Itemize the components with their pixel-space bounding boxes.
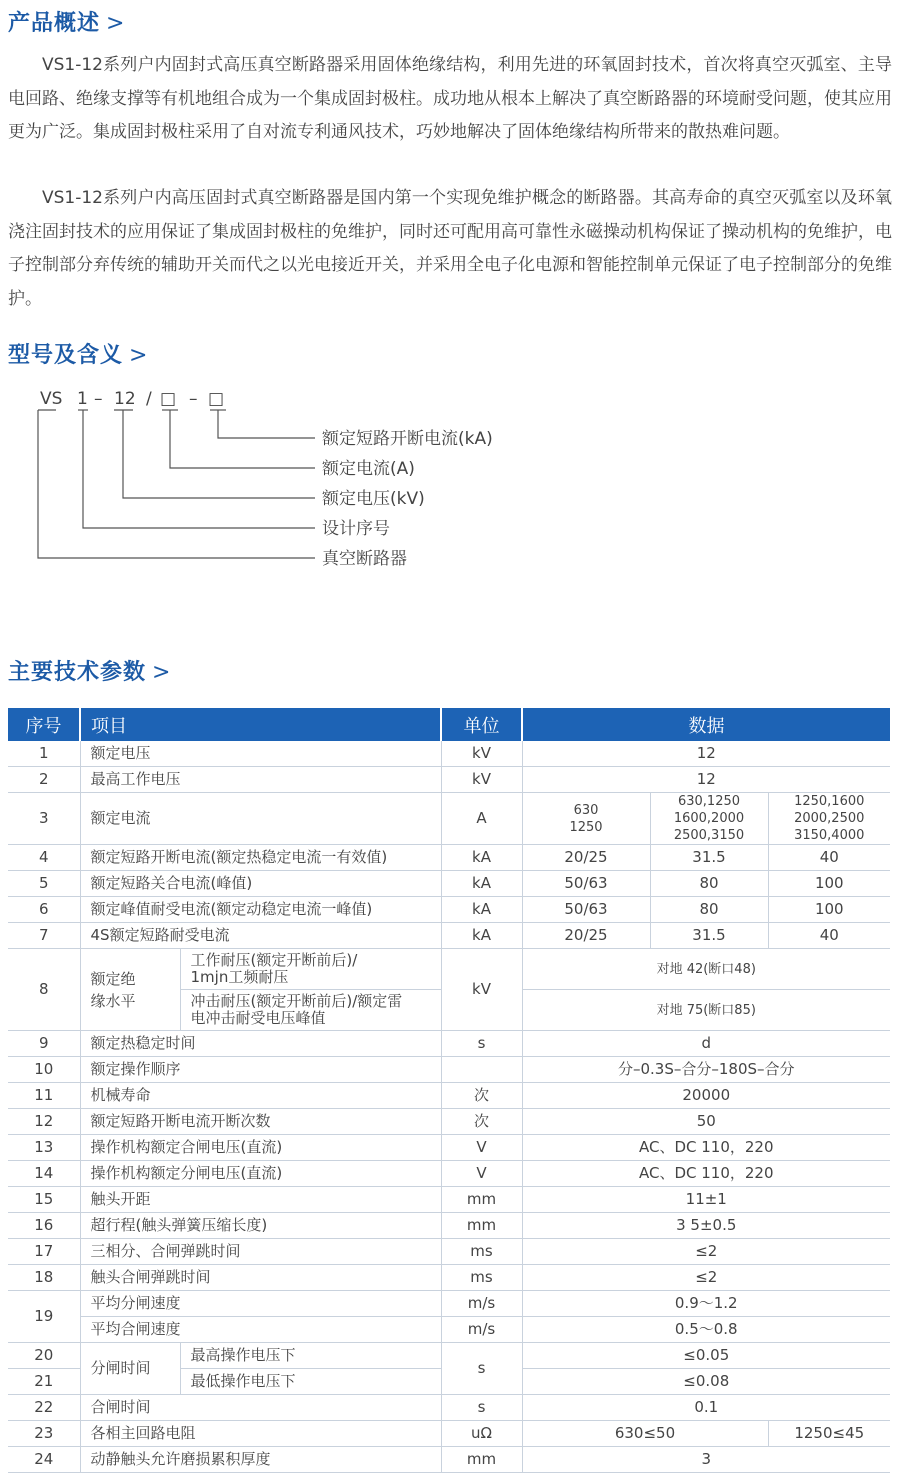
cell-no: 7 bbox=[8, 923, 80, 949]
cell-unit: m/s bbox=[441, 1291, 522, 1317]
cell-item: 超行程(触头弹簧压缩长度) bbox=[80, 1213, 441, 1239]
cell-value-b: 80 bbox=[650, 871, 768, 897]
cell-no: 20 bbox=[8, 1343, 80, 1369]
cell-value-b: 1250≤45 bbox=[768, 1421, 890, 1447]
cell-unit: A bbox=[441, 793, 522, 845]
cell-no: 18 bbox=[8, 1265, 80, 1291]
table-row bbox=[8, 1265, 890, 1291]
table-row bbox=[8, 1109, 890, 1135]
table-row bbox=[8, 1057, 890, 1083]
cell-no: 5 bbox=[8, 871, 80, 897]
cell-no: 21 bbox=[8, 1369, 80, 1395]
cell-unit: m/s bbox=[441, 1317, 522, 1343]
model-code-dash-2: – bbox=[189, 389, 198, 409]
cell-item: 额定电流 bbox=[80, 793, 441, 845]
model-code-slash: / bbox=[146, 389, 152, 409]
cell-unit: 次 bbox=[441, 1109, 522, 1135]
cell-item: 平均分闸速度 bbox=[80, 1291, 441, 1317]
cell-no: 2 bbox=[8, 767, 80, 793]
spec-table bbox=[8, 708, 890, 1473]
cell-value: 对地 42(断口48) bbox=[522, 949, 890, 990]
cell-item: 额定短路关合电流(峰值) bbox=[80, 871, 441, 897]
model-title: 型号及含义 bbox=[8, 343, 124, 368]
cell-unit: 次 bbox=[441, 1083, 522, 1109]
cell-value: ≤0.05 bbox=[522, 1343, 890, 1369]
cell-unit: mm bbox=[441, 1213, 522, 1239]
cell-value: ≤2 bbox=[522, 1265, 890, 1291]
model-code-12: 12 bbox=[114, 389, 136, 409]
cell-value-c: 1250,1600 2000,2500 3150,4000 bbox=[768, 793, 890, 845]
cell-no: 14 bbox=[8, 1161, 80, 1187]
cell-item: 平均合闸速度 bbox=[80, 1317, 441, 1343]
table-row bbox=[8, 767, 890, 793]
cell-unit: kV bbox=[441, 949, 522, 1031]
cell-no: 22 bbox=[8, 1395, 80, 1421]
table-row bbox=[8, 1421, 890, 1447]
cell-value-a: 20/25 bbox=[522, 923, 650, 949]
overview-paragraph-1: VS1-12系列户内固封式高压真空断路器采用固体绝缘结构，利用先进的环氧固封技术，首次将真空灭弧室、主导电回路、绝缘支撑等有机地组合成为一个集成固封极柱。成功地从根本上解决了真空断路器的环境耐受问题，使其应用更为广泛。集成固封极柱采用了自对流专利通风技术，巧妙地解决了固体绝缘结构所带来的散热难问题。 bbox=[8, 55, 892, 142]
cell-item: 三相分、合闸弹跳时间 bbox=[80, 1239, 441, 1265]
cell-value: ≤0.08 bbox=[522, 1369, 890, 1395]
cell-value: 3 5±0.5 bbox=[522, 1213, 890, 1239]
cell-value: 分–0.3S–合分–180S–合分 bbox=[522, 1057, 890, 1083]
overview-heading bbox=[8, 6, 125, 37]
cell-item: 触头开距 bbox=[80, 1187, 441, 1213]
cell-item: 操作机构额定合闸电压(直流) bbox=[80, 1135, 441, 1161]
table-row bbox=[8, 949, 890, 990]
chevron-right-icon: > bbox=[106, 11, 126, 36]
cell-value-a: 630 1250 bbox=[522, 793, 650, 845]
cell-item: 机械寿命 bbox=[80, 1083, 441, 1109]
cell-unit: ms bbox=[441, 1265, 522, 1291]
header-item: 项目 bbox=[80, 708, 441, 741]
cell-unit: V bbox=[441, 1135, 522, 1161]
cell-unit: s bbox=[441, 1031, 522, 1057]
cell-no: 1 bbox=[8, 741, 80, 767]
table-row bbox=[8, 845, 890, 871]
cell-unit: kV bbox=[441, 741, 522, 767]
model-code-box-1: □ bbox=[160, 389, 177, 409]
cell-no: 24 bbox=[8, 1447, 80, 1473]
table-row bbox=[8, 1447, 890, 1473]
table-header-row bbox=[8, 708, 890, 741]
model-label-rated-current: 额定电流(A) bbox=[322, 459, 415, 479]
cell-no: 3 bbox=[8, 793, 80, 845]
cell-item: 最高工作电压 bbox=[80, 767, 441, 793]
cell-item: 动静触头允许磨损累积厚度 bbox=[80, 1447, 441, 1473]
cell-unit: mm bbox=[441, 1447, 522, 1473]
cell-value: 11±1 bbox=[522, 1187, 890, 1213]
cell-item: 额定操作顺序 bbox=[80, 1057, 441, 1083]
cell-value: d bbox=[522, 1031, 890, 1057]
cell-value-b: 31.5 bbox=[650, 923, 768, 949]
cell-no: 9 bbox=[8, 1031, 80, 1057]
cell-subitem: 最低操作电压下 bbox=[180, 1369, 441, 1395]
cell-item: 额定绝 缘水平 bbox=[80, 949, 180, 1031]
model-heading bbox=[8, 338, 148, 369]
cell-no: 17 bbox=[8, 1239, 80, 1265]
table-row bbox=[8, 1161, 890, 1187]
cell-item: 分闸时间 bbox=[80, 1343, 180, 1395]
cell-value-c: 100 bbox=[768, 897, 890, 923]
cell-subitem: 冲击耐压(额定开断前后)/额定雷 电冲击耐受电压峰值 bbox=[180, 990, 441, 1031]
model-label-rated-voltage: 额定电压(kV) bbox=[322, 489, 425, 509]
cell-value: ≤2 bbox=[522, 1239, 890, 1265]
cell-unit: kA bbox=[441, 845, 522, 871]
model-label-breaking-current: 额定短路开断电流(kA) bbox=[322, 429, 493, 449]
cell-no: 8 bbox=[8, 949, 80, 1031]
table-row bbox=[8, 871, 890, 897]
cell-item: 4S额定短路耐受电流 bbox=[80, 923, 441, 949]
chevron-right-icon: > bbox=[129, 343, 149, 368]
model-label-vacuum-breaker: 真空断路器 bbox=[322, 549, 407, 569]
table-row bbox=[8, 1395, 890, 1421]
cell-no: 15 bbox=[8, 1187, 80, 1213]
table-row bbox=[8, 1291, 890, 1317]
model-code-diagram bbox=[0, 380, 900, 580]
cell-value: 12 bbox=[522, 767, 890, 793]
cell-no: 23 bbox=[8, 1421, 80, 1447]
model-label-design-no: 设计序号 bbox=[322, 519, 390, 539]
cell-value-b: 31.5 bbox=[650, 845, 768, 871]
cell-value-a: 50/63 bbox=[522, 897, 650, 923]
cell-item: 额定电压 bbox=[80, 741, 441, 767]
cell-item: 触头合闸弹跳时间 bbox=[80, 1265, 441, 1291]
cell-unit: V bbox=[441, 1161, 522, 1187]
cell-no: 16 bbox=[8, 1213, 80, 1239]
cell-unit: mm bbox=[441, 1187, 522, 1213]
cell-item: 额定短路开断电流开断次数 bbox=[80, 1109, 441, 1135]
cell-value: AC、DC 110，220 bbox=[522, 1161, 890, 1187]
chevron-right-icon: > bbox=[152, 660, 172, 685]
table-row bbox=[8, 1187, 890, 1213]
cell-item: 额定峰值耐受电流(额定动稳定电流一峰值) bbox=[80, 897, 441, 923]
model-code-vs: VS bbox=[40, 389, 63, 409]
cell-unit: kA bbox=[441, 923, 522, 949]
cell-unit bbox=[441, 1057, 522, 1083]
cell-value-a: 50/63 bbox=[522, 871, 650, 897]
cell-value: 50 bbox=[522, 1109, 890, 1135]
overview-paragraph-2: VS1-12系列户内高压固封式真空断路器是国内第一个实现免维护概念的断路器。其高寿命的真空灭弧室以及环氧浇注固封技术的应用保证了集成固封极柱的免维护，同时还可配用高可靠性永磁操动机构保证了操动机构的免维护，电子控制部分弃传统的辅助开关而代之以光电接近开关，并采用全电子化电源和智能控制单元保证了电子控制部分的免维护。 bbox=[8, 188, 892, 309]
model-code-1: 1 bbox=[77, 389, 88, 409]
params-title: 主要技术参数 bbox=[8, 660, 147, 685]
table-row bbox=[8, 1135, 890, 1161]
cell-no: 6 bbox=[8, 897, 80, 923]
cell-unit: s bbox=[441, 1395, 522, 1421]
cell-unit: uΩ bbox=[441, 1421, 522, 1447]
cell-value: 0.5～0.8 bbox=[522, 1317, 890, 1343]
cell-no: 12 bbox=[8, 1109, 80, 1135]
cell-value-b: 630,1250 1600,2000 2500,3150 bbox=[650, 793, 768, 845]
cell-item: 额定短路开断电流(额定热稳定电流一有效值) bbox=[80, 845, 441, 871]
cell-item: 各相主回路电阻 bbox=[80, 1421, 441, 1447]
cell-value-b: 80 bbox=[650, 897, 768, 923]
cell-value: 12 bbox=[522, 741, 890, 767]
cell-item: 合闸时间 bbox=[80, 1395, 441, 1421]
overview-title: 产品概述 bbox=[8, 11, 101, 36]
model-code-dash: – bbox=[94, 389, 103, 409]
cell-no: 11 bbox=[8, 1083, 80, 1109]
cell-value-c: 40 bbox=[768, 923, 890, 949]
cell-value: 0.9～1.2 bbox=[522, 1291, 890, 1317]
cell-value: 对地 75(断口85) bbox=[522, 990, 890, 1031]
cell-unit: s bbox=[441, 1343, 522, 1395]
cell-no: 19 bbox=[8, 1291, 80, 1343]
cell-no: 10 bbox=[8, 1057, 80, 1083]
header-unit: 单位 bbox=[441, 708, 522, 741]
cell-unit: kV bbox=[441, 767, 522, 793]
cell-value-c: 100 bbox=[768, 871, 890, 897]
cell-value: AC、DC 110，220 bbox=[522, 1135, 890, 1161]
cell-value-a: 20/25 bbox=[522, 845, 650, 871]
cell-value-a: 630≤50 bbox=[522, 1421, 768, 1447]
table-row bbox=[8, 897, 890, 923]
cell-value: 20000 bbox=[522, 1083, 890, 1109]
table-row bbox=[8, 793, 890, 845]
header-no: 序号 bbox=[8, 708, 80, 741]
params-heading bbox=[8, 655, 171, 686]
table-row bbox=[8, 923, 890, 949]
header-data: 数据 bbox=[522, 708, 890, 741]
cell-value: 0.1 bbox=[522, 1395, 890, 1421]
table-row bbox=[8, 1239, 890, 1265]
cell-no: 4 bbox=[8, 845, 80, 871]
cell-unit: kA bbox=[441, 897, 522, 923]
table-row bbox=[8, 1031, 890, 1057]
cell-subitem: 工作耐压(额定开断前后)/ 1mjn工频耐压 bbox=[180, 949, 441, 990]
cell-subitem: 最高操作电压下 bbox=[180, 1343, 441, 1369]
table-row bbox=[8, 741, 890, 767]
table-row bbox=[8, 1083, 890, 1109]
table-row bbox=[8, 1317, 890, 1343]
cell-no: 13 bbox=[8, 1135, 80, 1161]
model-code-box-2: □ bbox=[208, 389, 225, 409]
cell-item: 操作机构额定分闸电压(直流) bbox=[80, 1161, 441, 1187]
table-row bbox=[8, 1213, 890, 1239]
cell-value-c: 40 bbox=[768, 845, 890, 871]
cell-unit: ms bbox=[441, 1239, 522, 1265]
cell-item: 额定热稳定时间 bbox=[80, 1031, 441, 1057]
cell-unit: kA bbox=[441, 871, 522, 897]
cell-value: 3 bbox=[522, 1447, 890, 1473]
table-row bbox=[8, 1343, 890, 1369]
model-leader-lines bbox=[38, 410, 315, 558]
